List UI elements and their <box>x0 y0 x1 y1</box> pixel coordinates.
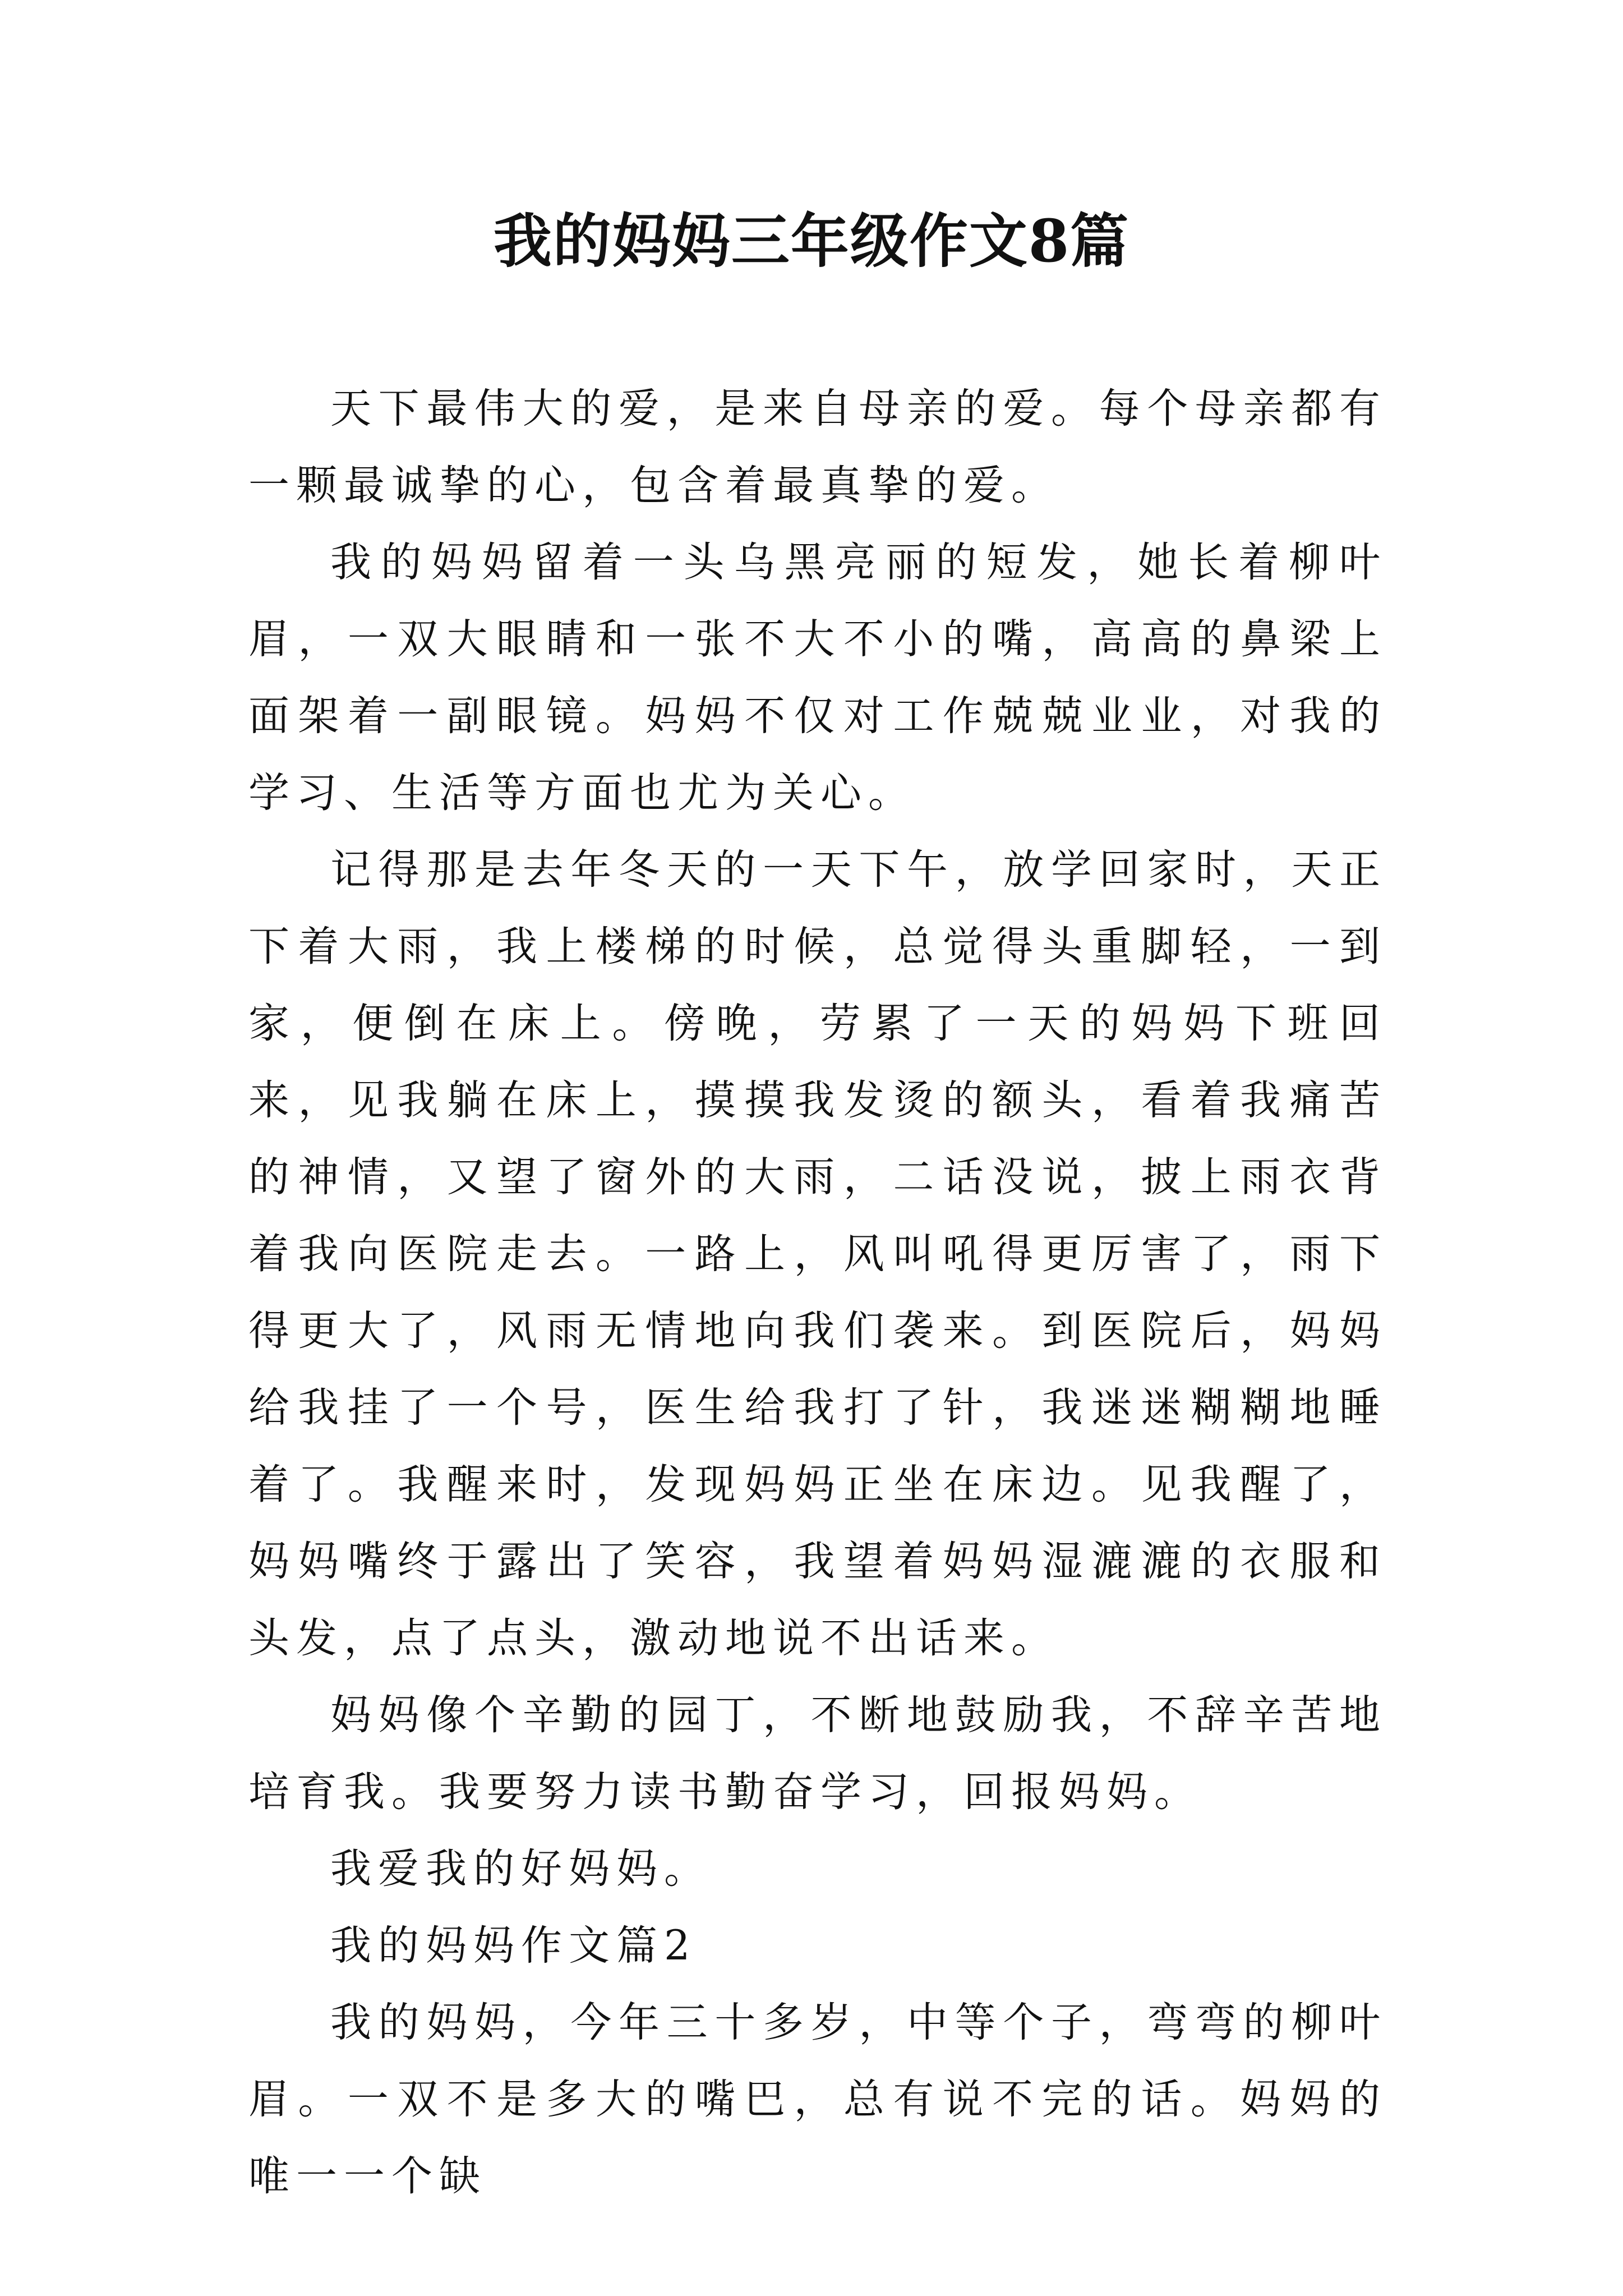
paragraph: 我的妈妈留着一头乌黑亮丽的短发，她长着柳叶眉，一双大眼睛和一张不大不小的嘴，高高的鼻梁上面架着一副眼镜。妈妈不仅对工作兢兢业业，对我的学习、生活等方面也尤为关心。 <box>248 539 1387 817</box>
paragraph: 我的妈妈，今年三十多岁，中等个子，弯弯的柳叶眉。一双不是多大的嘴巴，总有说不完的话。妈妈的唯一一个缺 <box>248 1999 1387 2200</box>
paragraph: 我爱我的好妈妈。 <box>330 1845 712 1893</box>
paragraph: 记得那是去年冬天的一天下午，放学回家时，天正下着大雨，我上楼梯的时候，总觉得头重脚轻，一到家，便倒在床上。傍晚，劳累了一天的妈妈下班回来，见我躺在床上，摸摸我发烫的额头，看着我痛苦的神情，又望了窗外的大雨，二话没说，披上雨衣背着我向医院走去。一路上，风叫吼得更厉害了，雨下得更大了，风雨无情地向我们袭来。到医院后，妈妈给我挂了一个号，医生给我打了针，我迷迷糊糊地睡着了。我醒来时，发现妈妈正坐在床边。见我醒了，妈妈嘴终于露出了笑容，我望着妈妈湿漉漉的衣服和头发，点了点头，激动地说不出话来。 <box>248 846 1387 1662</box>
section-heading: 我的妈妈作文篇2 <box>330 1922 697 1970</box>
paragraph: 天下最伟大的爱，是来自母亲的爱。每个母亲都有一颗最诚挚的心，包含着最真挚的爱。 <box>248 385 1387 509</box>
document-title: 我的妈妈三年级作文8篇 <box>493 206 1130 275</box>
document-body <box>248 370 1387 2215</box>
paragraph: 妈妈像个辛勤的园丁，不断地鼓励我，不辞辛苦地培育我。我要努力读书勤奋学习，回报妈妈。 <box>248 1691 1387 1816</box>
